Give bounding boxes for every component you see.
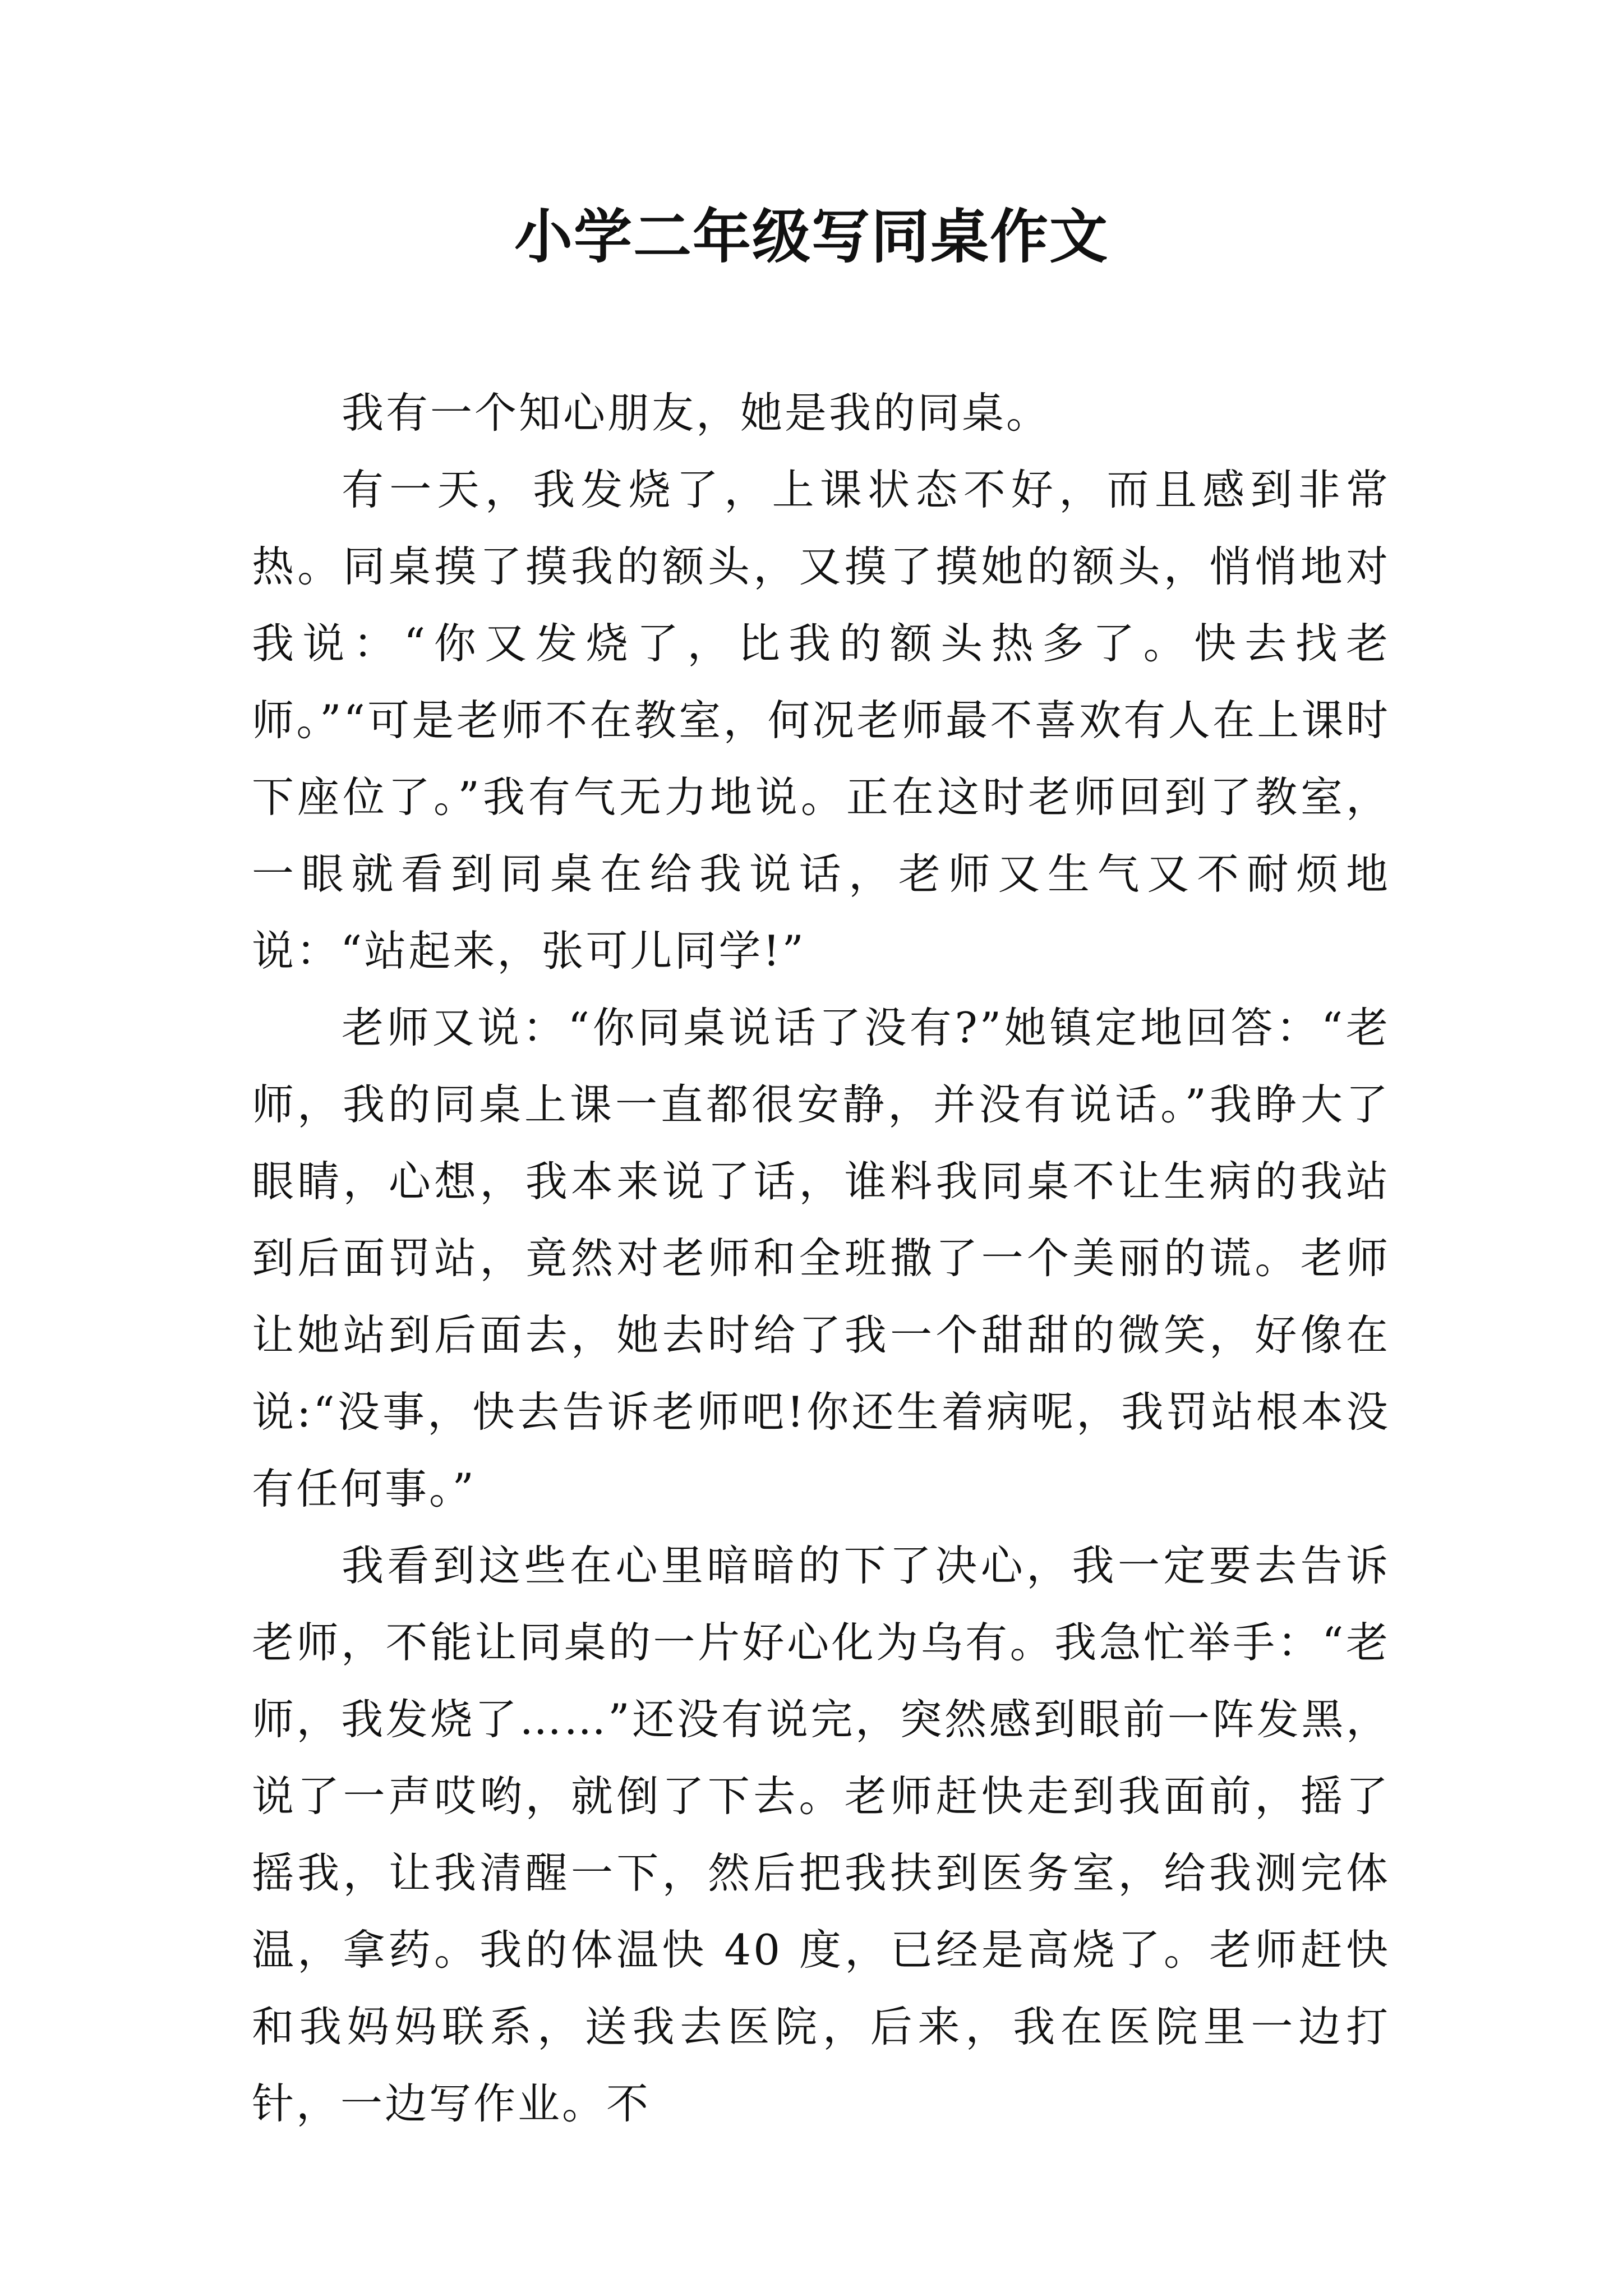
paragraph: 我看到这些在心里暗暗的下了决心，我一定要去告诉老师，不能让同桌的一片好心化为乌有。我急忙举手：“老师，我发烧了……”还没有说完，突然感到眼前一阵发黑，说了一声哎哟，就倒了下去。老师赶快走到我面前，摇了摇我，让我清醒一下，然后把我扶到医务室，给我测完体温，拿药。我的体温快 40 度，已经是高烧了。老师赶快和我妈妈联系，送我去医院，后来，我在医院里一边打针，一边写作业。不 bbox=[252, 1541, 1390, 2128]
paragraph: 有一天，我发烧了，上课状态不好，而且感到非常热。同桌摸了摸我的额头，又摸了摸她的额头，悄悄地对我说：“你又发烧了，比我的额头热多了。快去找老师。”“可是老师不在教室，何况老师最不喜欢有人在上课时下座位了。”我有气无力地说。正在这时老师回到了教室，一眼就看到同桌在给我说话，老师又生气又不耐烦地说：“站起来，张可儿同学!” bbox=[252, 465, 1390, 976]
document-title: 小学二年级写同桌作文 bbox=[514, 203, 1109, 271]
document-body bbox=[252, 375, 1390, 2142]
paragraph: 我有一个知心朋友，她是我的同桌。 bbox=[342, 388, 1051, 438]
paragraph: 老师又说：“你同桌说话了没有?”她镇定地回答：“老师，我的同桌上课一直都很安静，并没有说话。”我睁大了眼睛，心想，我本来说了话，谁料我同桌不让生病的我站到后面罚站，竟然对老师和全班撒了一个美丽的谎。老师让她站到后面去，她去时给了我一个甜甜的微笑，好像在说:“没事，快去告诉老师吧!你还生着病呢，我罚站根本没有任何事。” bbox=[252, 1003, 1390, 1513]
